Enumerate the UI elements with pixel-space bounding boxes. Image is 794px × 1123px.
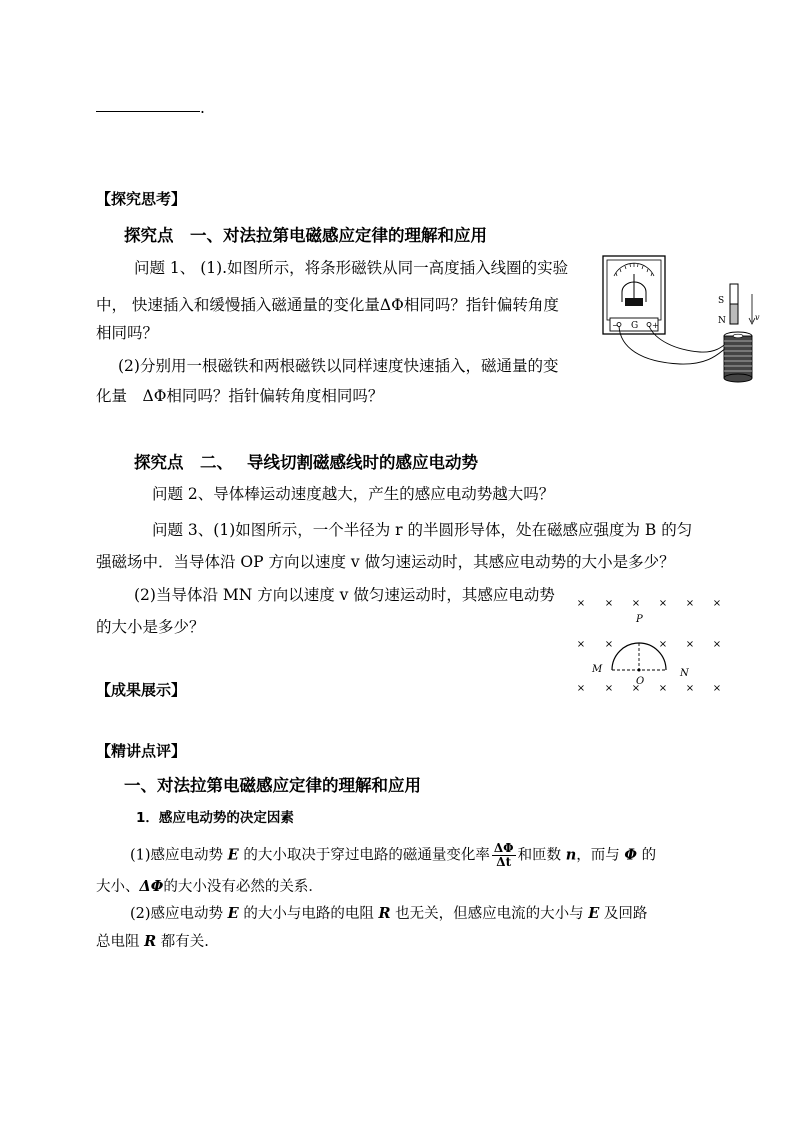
field-cross: × xyxy=(685,598,695,609)
review-p1-line2 xyxy=(96,877,323,897)
field-cross: × xyxy=(576,639,586,650)
field-cross: × xyxy=(712,639,722,650)
flux-rate-fraction xyxy=(492,842,516,869)
galvanometer-figure xyxy=(600,252,780,387)
field-cross: × xyxy=(658,683,668,694)
p2-line2-text-b: 都有关. xyxy=(160,934,209,950)
q1-line1: 问题 1、 (1).如图所示，将条形磁铁从同一高度插入线圈的实验 xyxy=(134,259,569,277)
p2-text-d: 及回路 xyxy=(603,906,648,922)
section-header-results: 【成果展示】 xyxy=(96,681,187,699)
field-cross: × xyxy=(658,639,668,650)
blank-period: . xyxy=(200,99,205,117)
q1b-line1: (2)分别用一根磁铁和两根磁铁以同样速度快速插入，磁通量的变 xyxy=(118,357,559,375)
point1-title: 探究点 一、对法拉第电磁感应定律的理解和应用 xyxy=(124,226,487,245)
review-title: 一、对法拉第电磁感应定律的理解和应用 xyxy=(124,776,421,795)
p1-text-c: 和匝数 xyxy=(517,847,562,864)
q3b-line2: 的大小是多少？ xyxy=(96,618,205,636)
answer-blank-line xyxy=(96,111,200,112)
galvanometer-label: G xyxy=(631,321,639,331)
field-cross: × xyxy=(604,598,614,609)
minus-terminal-label: − xyxy=(612,321,619,330)
p2-text-c: 也无关，但感应电流的大小与 xyxy=(395,906,584,922)
p1-text-a: (1)感应电动势 xyxy=(130,847,224,864)
review-p2-line2 xyxy=(96,932,209,952)
field-cross: × xyxy=(604,639,614,650)
q1-line3: 相同吗？ xyxy=(96,324,159,342)
magnet-s-label: S xyxy=(718,296,725,306)
point2-title: 探究点 二、 导线切割磁感线时的感应电动势 xyxy=(134,453,478,472)
p2-text-b: 的大小与电路的电阻 xyxy=(243,906,374,922)
section-header-tanjiu: 【探究思考】 xyxy=(96,190,187,208)
p1-symbol-n: n xyxy=(565,846,577,864)
fraction-denominator: Δt xyxy=(496,855,512,869)
velocity-label: v xyxy=(755,313,760,322)
field-cross: × xyxy=(576,683,586,694)
p2-symbol-e: E xyxy=(227,905,239,922)
p1-symbol-phi: Φ xyxy=(624,846,637,864)
plus-terminal-label: + xyxy=(652,321,659,330)
field-cross: × xyxy=(631,598,641,609)
field-cross: × xyxy=(712,598,722,609)
p1-text-d: ，而与 xyxy=(576,847,620,864)
point-m-label: M xyxy=(592,664,603,675)
p1-line2-text-a: 大小、 xyxy=(96,879,140,895)
point-o-label: O xyxy=(636,676,645,687)
q2-text: 问题 2、导体棒运动速度越大，产生的感应电动势越大吗？ xyxy=(152,485,555,503)
q3-line1: 问题 3、(1)如图所示，一个半径为 r 的半圆形导体，处在磁感应强度为 B 的匀 xyxy=(152,521,693,539)
q1-line2: 中， 快速插入和缓慢插入磁通量的变化量ΔΦ相同吗？指针偏转角度 xyxy=(96,296,559,314)
p2-line2-text-a: 总电阻 xyxy=(96,934,140,950)
point-p-label: P xyxy=(636,614,643,625)
field-cross: × xyxy=(576,598,586,609)
magnet-n-label: N xyxy=(718,316,726,326)
field-cross: × xyxy=(658,598,668,609)
p2-line2-symbol-r: R xyxy=(144,933,157,950)
p1-line2-symbol-dphi: ΔΦ xyxy=(139,878,164,895)
fraction-numerator: ΔΦ xyxy=(493,841,514,855)
p2-symbol-r: R xyxy=(378,905,391,922)
field-cross: × xyxy=(685,639,695,650)
field-cross: × xyxy=(631,683,641,694)
review-p1-line1 xyxy=(130,842,656,869)
p2-symbol-e2: E xyxy=(588,905,600,922)
p1-text-e: 的 xyxy=(641,847,657,864)
field-cross: × xyxy=(712,683,722,694)
q3b-line1: (2)当导体沿 MN 方向以速度 v 做匀速运动时，其感应电动势 xyxy=(134,586,555,604)
semicircle-field-figure xyxy=(572,590,732,700)
p1-text-b: 的大小取决于穿过电路的磁通量变化率 xyxy=(243,847,490,864)
q1b-line2: 化量 ΔΦ相同吗？指针偏转角度相同吗？ xyxy=(96,387,384,405)
review-sub1: 1．感应电动势的决定因素 xyxy=(136,810,294,826)
q3-line2: 强磁场中．当导体沿 OP 方向以速度 v 做匀速运动时，其感应电动势的大小是多少？ xyxy=(96,553,675,571)
p1-line2-text-b: 的大小没有必然的关系． xyxy=(163,879,323,895)
field-cross: × xyxy=(685,683,695,694)
point-n-label: N xyxy=(680,668,689,679)
section-header-review: 【精讲点评】 xyxy=(96,742,187,760)
p1-symbol-e: E xyxy=(227,846,239,864)
field-cross: × xyxy=(604,683,614,694)
review-p2-line1 xyxy=(130,904,647,924)
p2-text-a: (2)感应电动势 xyxy=(130,906,224,922)
